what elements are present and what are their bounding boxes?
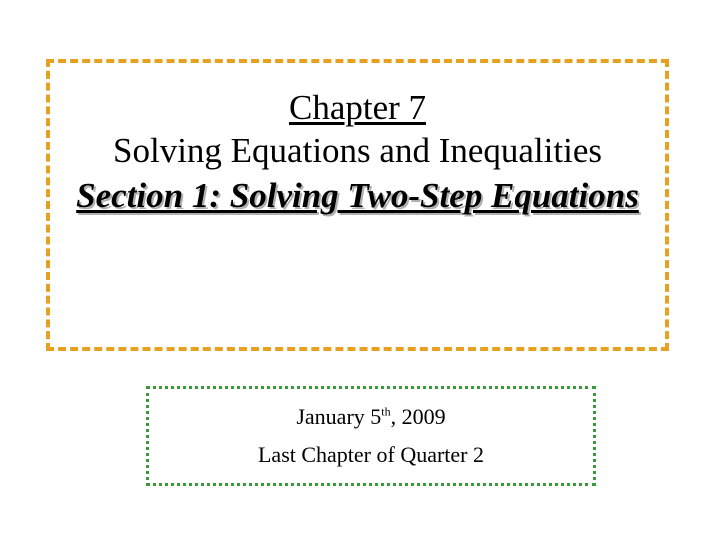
title-box bbox=[46, 59, 669, 351]
date-year: , 2009 bbox=[390, 404, 446, 429]
title-text-block bbox=[50, 87, 665, 218]
chapter-heading: Chapter 7 bbox=[288, 88, 427, 127]
quarter-note: Last Chapter of Quarter 2 bbox=[257, 442, 485, 467]
chapter-subtitle: Solving Equations and Inequalities bbox=[113, 131, 602, 170]
date-ordinal-suffix: th bbox=[381, 404, 391, 419]
date-month-day: January 5 bbox=[296, 404, 382, 429]
date-text bbox=[149, 403, 593, 431]
date-box bbox=[146, 386, 596, 486]
section-heading: Section 1: Solving Two-Step Equations bbox=[76, 176, 639, 215]
